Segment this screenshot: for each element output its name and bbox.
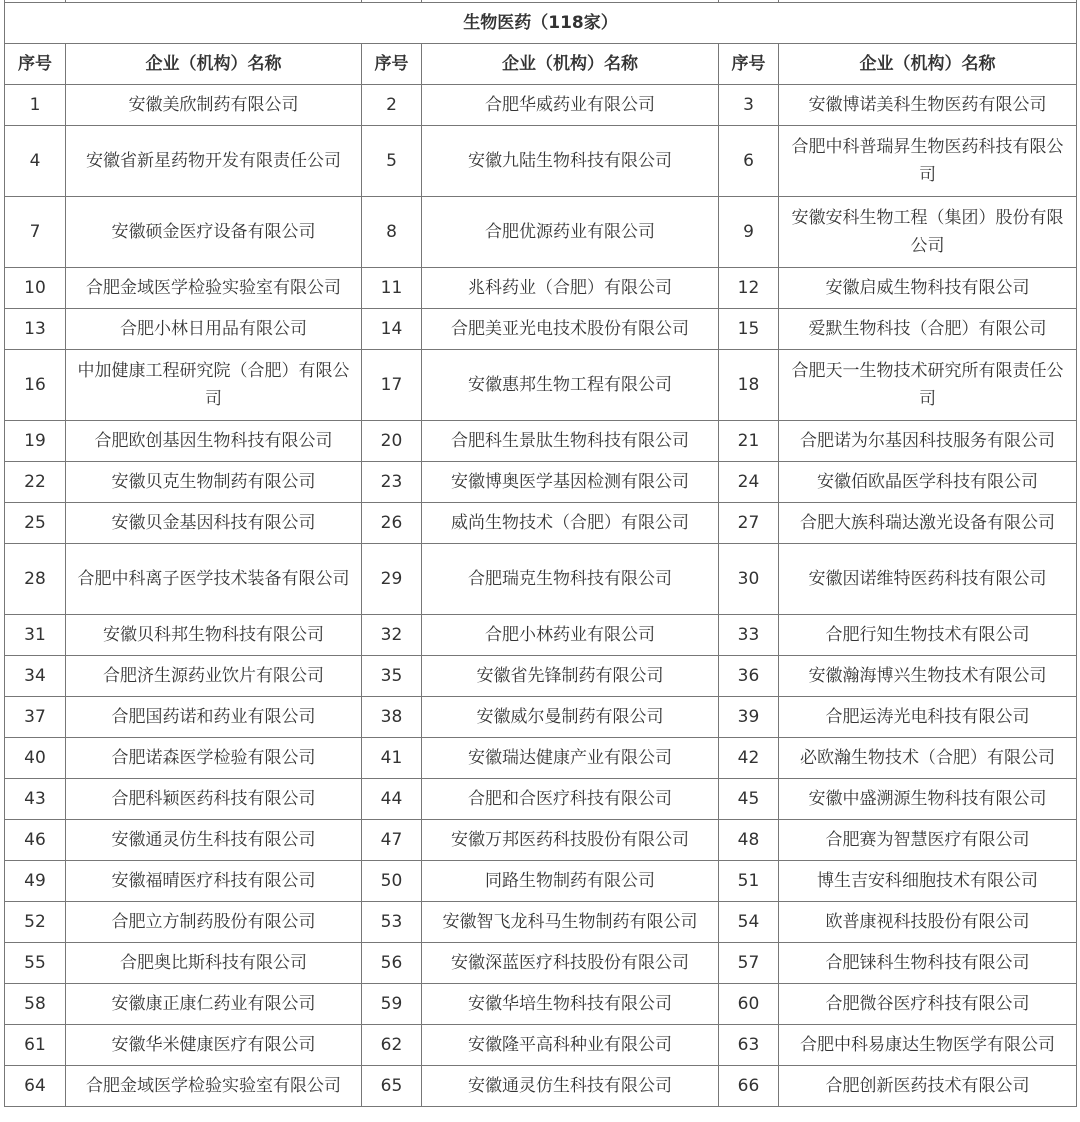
seq-cell: 33 [719, 615, 779, 656]
company-name-cell: 安徽省新星药物开发有限责任公司 [66, 126, 362, 197]
table-row [5, 902, 1077, 943]
seq-cell: 66 [719, 1066, 779, 1107]
table-row [5, 350, 1077, 421]
company-name-cell: 合肥欧创基因生物科技有限公司 [66, 421, 362, 462]
seq-cell: 3 [719, 85, 779, 126]
company-name-cell: 威尚生物技术（合肥）有限公司 [422, 503, 719, 544]
table-row [5, 421, 1077, 462]
company-name-cell: 合肥优源药业有限公司 [422, 197, 719, 268]
table-row [5, 779, 1077, 820]
company-table [4, 0, 1077, 1107]
company-name-cell: 安徽九陆生物科技有限公司 [422, 126, 719, 197]
table-row [5, 462, 1077, 503]
company-name-cell: 合肥中科普瑞昇生物医药科技有限公司 [779, 126, 1077, 197]
seq-cell: 58 [5, 984, 66, 1025]
seq-cell: 63 [719, 1025, 779, 1066]
table-body [5, 0, 1077, 1107]
seq-cell: 28 [5, 544, 66, 615]
company-name-cell: 合肥金域医学检验实验室有限公司 [66, 268, 362, 309]
company-name-cell: 合肥济生源药业饮片有限公司 [66, 656, 362, 697]
seq-cell: 24 [719, 462, 779, 503]
company-name-cell: 安徽博诺美科生物医药有限公司 [779, 85, 1077, 126]
company-name-cell: 中加健康工程研究院（合肥）有限公司 [66, 350, 362, 421]
company-name-cell: 安徽华培生物科技有限公司 [422, 984, 719, 1025]
company-name-cell: 安徽深蓝医疗科技股份有限公司 [422, 943, 719, 984]
table-row [5, 984, 1077, 1025]
company-name-cell: 合肥美亚光电技术股份有限公司 [422, 309, 719, 350]
company-name-cell: 安徽省先锋制药有限公司 [422, 656, 719, 697]
header-seq-2: 序号 [362, 44, 422, 85]
seq-cell: 37 [5, 697, 66, 738]
seq-cell: 11 [362, 268, 422, 309]
company-name-cell: 合肥金域医学检验实验室有限公司 [66, 1066, 362, 1107]
company-name-cell: 安徽中盛溯源生物科技有限公司 [779, 779, 1077, 820]
seq-cell: 34 [5, 656, 66, 697]
table-row [5, 126, 1077, 197]
seq-cell: 27 [719, 503, 779, 544]
table-row [5, 1066, 1077, 1107]
table-title: 生物医药（118家） [5, 3, 1077, 44]
seq-cell: 47 [362, 820, 422, 861]
company-name-cell: 安徽启威生物科技有限公司 [779, 268, 1077, 309]
table-row [5, 268, 1077, 309]
company-name-cell: 合肥奥比斯科技有限公司 [66, 943, 362, 984]
seq-cell: 56 [362, 943, 422, 984]
company-name-cell: 安徽硕金医疗设备有限公司 [66, 197, 362, 268]
table-row [5, 656, 1077, 697]
company-name-cell: 合肥赛为智慧医疗有限公司 [779, 820, 1077, 861]
seq-cell: 57 [719, 943, 779, 984]
seq-cell: 42 [719, 738, 779, 779]
seq-cell: 14 [362, 309, 422, 350]
seq-cell: 46 [5, 820, 66, 861]
seq-cell: 30 [719, 544, 779, 615]
seq-cell: 43 [5, 779, 66, 820]
table-row [5, 197, 1077, 268]
seq-cell: 17 [362, 350, 422, 421]
document-sheet [4, 0, 1076, 1107]
seq-cell: 2 [362, 85, 422, 126]
seq-cell: 12 [719, 268, 779, 309]
company-name-cell: 安徽博奥医学基因检测有限公司 [422, 462, 719, 503]
table-row [5, 85, 1077, 126]
company-name-cell: 必欧瀚生物技术（合肥）有限公司 [779, 738, 1077, 779]
seq-cell: 48 [719, 820, 779, 861]
company-name-cell: 安徽贝科邦生物科技有限公司 [66, 615, 362, 656]
company-name-cell: 安徽智飞龙科马生物制药有限公司 [422, 902, 719, 943]
table-row [5, 544, 1077, 615]
seq-cell: 35 [362, 656, 422, 697]
seq-cell: 59 [362, 984, 422, 1025]
table-row [5, 309, 1077, 350]
seq-cell: 39 [719, 697, 779, 738]
seq-cell: 29 [362, 544, 422, 615]
company-name-cell: 同路生物制药有限公司 [422, 861, 719, 902]
table-row [5, 820, 1077, 861]
seq-cell: 19 [5, 421, 66, 462]
seq-cell: 26 [362, 503, 422, 544]
header-row [5, 44, 1077, 85]
seq-cell: 38 [362, 697, 422, 738]
header-seq-3: 序号 [719, 44, 779, 85]
company-name-cell: 合肥行知生物技术有限公司 [779, 615, 1077, 656]
company-name-cell: 安徽美欣制药有限公司 [66, 85, 362, 126]
seq-cell: 32 [362, 615, 422, 656]
company-name-cell: 安徽通灵仿生科技有限公司 [422, 1066, 719, 1107]
company-name-cell: 合肥运涛光电科技有限公司 [779, 697, 1077, 738]
seq-cell: 31 [5, 615, 66, 656]
company-name-cell: 爱默生物科技（合肥）有限公司 [779, 309, 1077, 350]
company-name-cell: 合肥创新医药技术有限公司 [779, 1066, 1077, 1107]
seq-cell: 1 [5, 85, 66, 126]
company-name-cell: 安徽瀚海博兴生物技术有限公司 [779, 656, 1077, 697]
table-row [5, 738, 1077, 779]
seq-cell: 44 [362, 779, 422, 820]
header-name-1: 企业（机构）名称 [66, 44, 362, 85]
company-name-cell: 合肥瑞克生物科技有限公司 [422, 544, 719, 615]
company-name-cell: 合肥中科易康达生物医学有限公司 [779, 1025, 1077, 1066]
seq-cell: 10 [5, 268, 66, 309]
seq-cell: 61 [5, 1025, 66, 1066]
header-name-2: 企业（机构）名称 [422, 44, 719, 85]
company-name-cell: 合肥华威药业有限公司 [422, 85, 719, 126]
table-row [5, 503, 1077, 544]
seq-cell: 36 [719, 656, 779, 697]
table-row [5, 1025, 1077, 1066]
seq-cell: 55 [5, 943, 66, 984]
header-name-3: 企业（机构）名称 [779, 44, 1077, 85]
company-name-cell: 安徽康正康仁药业有限公司 [66, 984, 362, 1025]
company-name-cell: 安徽贝金基因科技有限公司 [66, 503, 362, 544]
company-name-cell: 合肥铼科生物科技有限公司 [779, 943, 1077, 984]
company-name-cell: 安徽福晴医疗科技有限公司 [66, 861, 362, 902]
company-name-cell: 合肥和合医疗科技有限公司 [422, 779, 719, 820]
seq-cell: 7 [5, 197, 66, 268]
seq-cell: 22 [5, 462, 66, 503]
company-name-cell: 合肥微谷医疗科技有限公司 [779, 984, 1077, 1025]
seq-cell: 53 [362, 902, 422, 943]
company-name-cell: 安徽隆平高科种业有限公司 [422, 1025, 719, 1066]
seq-cell: 18 [719, 350, 779, 421]
seq-cell: 60 [719, 984, 779, 1025]
seq-cell: 54 [719, 902, 779, 943]
company-name-cell: 安徽因诺维特医药科技有限公司 [779, 544, 1077, 615]
header-seq-1: 序号 [5, 44, 66, 85]
company-name-cell: 安徽威尔曼制药有限公司 [422, 697, 719, 738]
seq-cell: 52 [5, 902, 66, 943]
company-name-cell: 合肥小林药业有限公司 [422, 615, 719, 656]
seq-cell: 64 [5, 1066, 66, 1107]
seq-cell: 8 [362, 197, 422, 268]
seq-cell: 40 [5, 738, 66, 779]
company-name-cell: 兆科药业（合肥）有限公司 [422, 268, 719, 309]
company-name-cell: 安徽佰欧晶医学科技有限公司 [779, 462, 1077, 503]
seq-cell: 51 [719, 861, 779, 902]
seq-cell: 23 [362, 462, 422, 503]
company-name-cell: 合肥天一生物技术研究所有限责任公司 [779, 350, 1077, 421]
seq-cell: 13 [5, 309, 66, 350]
seq-cell: 15 [719, 309, 779, 350]
company-name-cell: 合肥国药诺和药业有限公司 [66, 697, 362, 738]
company-name-cell: 合肥立方制药股份有限公司 [66, 902, 362, 943]
seq-cell: 25 [5, 503, 66, 544]
company-name-cell: 合肥中科离子医学技术装备有限公司 [66, 544, 362, 615]
seq-cell: 6 [719, 126, 779, 197]
company-name-cell: 合肥科生景肽生物科技有限公司 [422, 421, 719, 462]
company-name-cell: 安徽万邦医药科技股份有限公司 [422, 820, 719, 861]
company-name-cell: 合肥科颖医药科技有限公司 [66, 779, 362, 820]
seq-cell: 50 [362, 861, 422, 902]
seq-cell: 16 [5, 350, 66, 421]
seq-cell: 9 [719, 197, 779, 268]
company-name-cell: 欧普康视科技股份有限公司 [779, 902, 1077, 943]
table-row [5, 615, 1077, 656]
table-row [5, 861, 1077, 902]
seq-cell: 45 [719, 779, 779, 820]
table-row [5, 943, 1077, 984]
company-name-cell: 安徽通灵仿生科技有限公司 [66, 820, 362, 861]
title-row [5, 3, 1077, 44]
company-name-cell: 合肥小林日用品有限公司 [66, 309, 362, 350]
seq-cell: 21 [719, 421, 779, 462]
company-name-cell: 安徽华米健康医疗有限公司 [66, 1025, 362, 1066]
table-row [5, 697, 1077, 738]
company-name-cell: 安徽安科生物工程（集团）股份有限公司 [779, 197, 1077, 268]
company-name-cell: 合肥诺为尔基因科技服务有限公司 [779, 421, 1077, 462]
seq-cell: 20 [362, 421, 422, 462]
seq-cell: 65 [362, 1066, 422, 1107]
seq-cell: 62 [362, 1025, 422, 1066]
company-name-cell: 合肥大族科瑞达激光设备有限公司 [779, 503, 1077, 544]
company-name-cell: 合肥诺森医学检验有限公司 [66, 738, 362, 779]
seq-cell: 4 [5, 126, 66, 197]
seq-cell: 41 [362, 738, 422, 779]
company-name-cell: 安徽惠邦生物工程有限公司 [422, 350, 719, 421]
seq-cell: 5 [362, 126, 422, 197]
company-name-cell: 安徽贝克生物制药有限公司 [66, 462, 362, 503]
company-name-cell: 博生吉安科细胞技术有限公司 [779, 861, 1077, 902]
company-name-cell: 安徽瑞达健康产业有限公司 [422, 738, 719, 779]
seq-cell: 49 [5, 861, 66, 902]
